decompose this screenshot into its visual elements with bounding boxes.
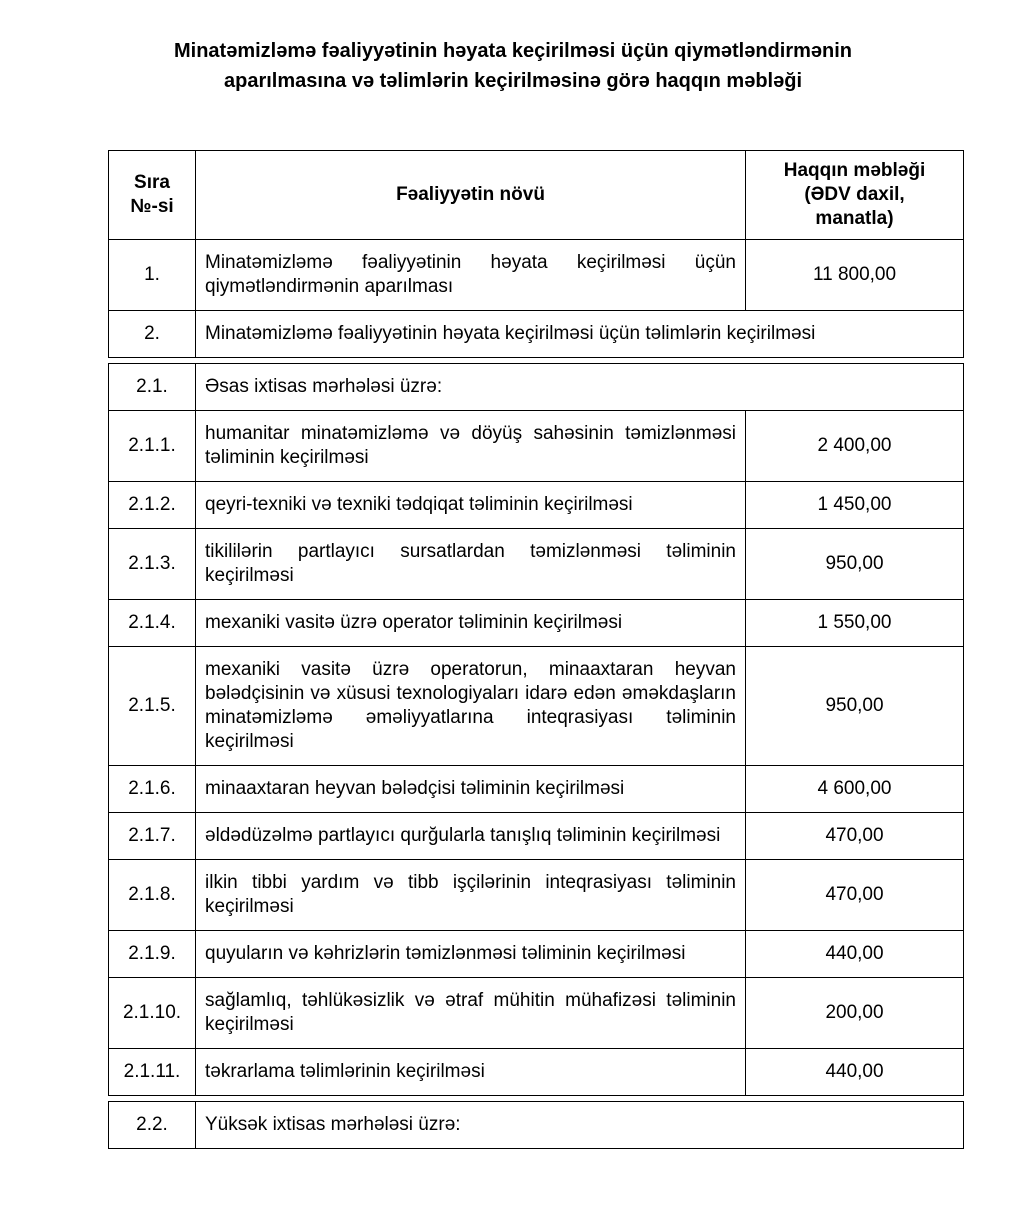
table-row-2-1-5 [109, 647, 964, 766]
fee-table-container [108, 150, 1020, 1149]
column-header-sira-line-2: №-si [130, 196, 174, 217]
column-header-fee [746, 151, 964, 240]
table-row-2-1-1 [109, 411, 964, 482]
activity-cell-merged: Minatəmizləmə fəaliyyətinin həyata keçirilməsi üçün təlimlərin keçirilməsi [196, 311, 964, 358]
row-number-cell: 2.1.6. [109, 766, 196, 813]
fee-cell: 1 550,00 [746, 600, 964, 647]
table-row-1 [109, 240, 964, 311]
table-row-2-2 [109, 1102, 964, 1149]
column-header-sira-line-1: Sıra [134, 172, 170, 193]
table-row-2 [109, 311, 964, 358]
row-number-cell: 2.1.4. [109, 600, 196, 647]
activity-cell: qeyri-texniki və texniki tədqiqat təliminin keçirilməsi [196, 482, 746, 529]
table-row-2-1-11 [109, 1049, 964, 1096]
fee-table-basic-stage-section [108, 363, 964, 1096]
table-row-2-1-2 [109, 482, 964, 529]
page-title-line-1: Minatəmizləmə fəaliyyətinin həyata keçirilməsi üçün qiymətləndirmənin [173, 40, 852, 62]
page-title-line-2: aparılmasına və təlimlərin keçirilməsinə görə haqqın məbləği [224, 70, 802, 92]
fee-cell: 440,00 [746, 1049, 964, 1096]
table-header-row [109, 151, 964, 240]
activity-cell: mexaniki vasitə üzrə operator təliminin keçirilməsi [196, 600, 746, 647]
activity-cell: mexaniki vasitə üzrə operatorun, minaaxtaran heyvan bələdçisinin və xüsusi texnologiyaları idarə edən əməkdaşların minatəmizləmə əməliyyatlarına inteqrasiyası təliminin keçirilməsi [196, 647, 746, 766]
fee-cell: 950,00 [746, 647, 964, 766]
table-row-2-1-3 [109, 529, 964, 600]
table-row-2-1 [109, 364, 964, 411]
activity-cell-merged: Əsas ixtisas mərhələsi üzrə: [196, 364, 964, 411]
fee-table-advanced-stage-section [108, 1101, 964, 1149]
table-row-2-1-7 [109, 813, 964, 860]
row-number-cell: 2.1.10. [109, 978, 196, 1049]
row-number-cell: 1. [109, 240, 196, 311]
column-header-fee-line-3: manatla) [815, 208, 894, 229]
activity-cell: təkrarlama təlimlərinin keçirilməsi [196, 1049, 746, 1096]
fee-cell: 470,00 [746, 860, 964, 931]
table-row-2-1-4 [109, 600, 964, 647]
fee-cell: 440,00 [746, 931, 964, 978]
activity-cell-merged: Yüksək ixtisas mərhələsi üzrə: [196, 1102, 964, 1149]
activity-cell: Minatəmizləmə fəaliyyətinin həyata keçirilməsi üçün qiymətləndirmənin aparılması [196, 240, 746, 311]
column-header-fee-line-1: Haqqın məbləği [783, 160, 926, 181]
activity-cell: sağlamlıq, təhlükəsizlik və ətraf mühitin mühafizəsi təliminin keçirilməsi [196, 978, 746, 1049]
fee-cell: 200,00 [746, 978, 964, 1049]
activity-cell: ilkin tibbi yardım və tibb işçilərinin inteqrasiyası təliminin keçirilməsi [196, 860, 746, 931]
table-row-2-1-8 [109, 860, 964, 931]
row-number-cell: 2.1. [109, 364, 196, 411]
fee-cell: 2 400,00 [746, 411, 964, 482]
fee-table-header-section [108, 150, 964, 358]
activity-cell: əldədüzəlmə partlayıcı qurğularla tanışlıq təliminin keçirilməsi [196, 813, 746, 860]
row-number-cell: 2.2. [109, 1102, 196, 1149]
row-number-cell: 2.1.2. [109, 482, 196, 529]
row-number-cell: 2.1.5. [109, 647, 196, 766]
fee-cell: 11 800,00 [746, 240, 964, 311]
activity-cell: quyuların və kəhrizlərin təmizlənməsi təliminin keçirilməsi [196, 931, 746, 978]
row-number-cell: 2.1.3. [109, 529, 196, 600]
fee-cell: 470,00 [746, 813, 964, 860]
column-header-fee-line-2: (ƏDV daxil, [804, 184, 905, 205]
row-number-cell: 2.1.9. [109, 931, 196, 978]
activity-cell: minaaxtaran heyvan bələdçisi təliminin keçirilməsi [196, 766, 746, 813]
table-row-2-1-6 [109, 766, 964, 813]
row-number-cell: 2.1.1. [109, 411, 196, 482]
column-header-sira-no [109, 151, 196, 240]
fee-cell: 950,00 [746, 529, 964, 600]
table-row-2-1-10 [109, 978, 964, 1049]
row-number-cell: 2.1.8. [109, 860, 196, 931]
activity-cell: humanitar minatəmizləmə və döyüş sahəsinin təmizlənməsi təliminin keçirilməsi [196, 411, 746, 482]
page-title [108, 36, 918, 96]
row-number-cell: 2.1.11. [109, 1049, 196, 1096]
fee-cell: 4 600,00 [746, 766, 964, 813]
fee-cell: 1 450,00 [746, 482, 964, 529]
row-number-cell: 2.1.7. [109, 813, 196, 860]
table-row-2-1-9 [109, 931, 964, 978]
row-number-cell: 2. [109, 311, 196, 358]
activity-cell: tikililərin partlayıcı sursatlardan təmizlənməsi təliminin keçirilməsi [196, 529, 746, 600]
column-header-activity: Fəaliyyətin növü [196, 151, 746, 240]
